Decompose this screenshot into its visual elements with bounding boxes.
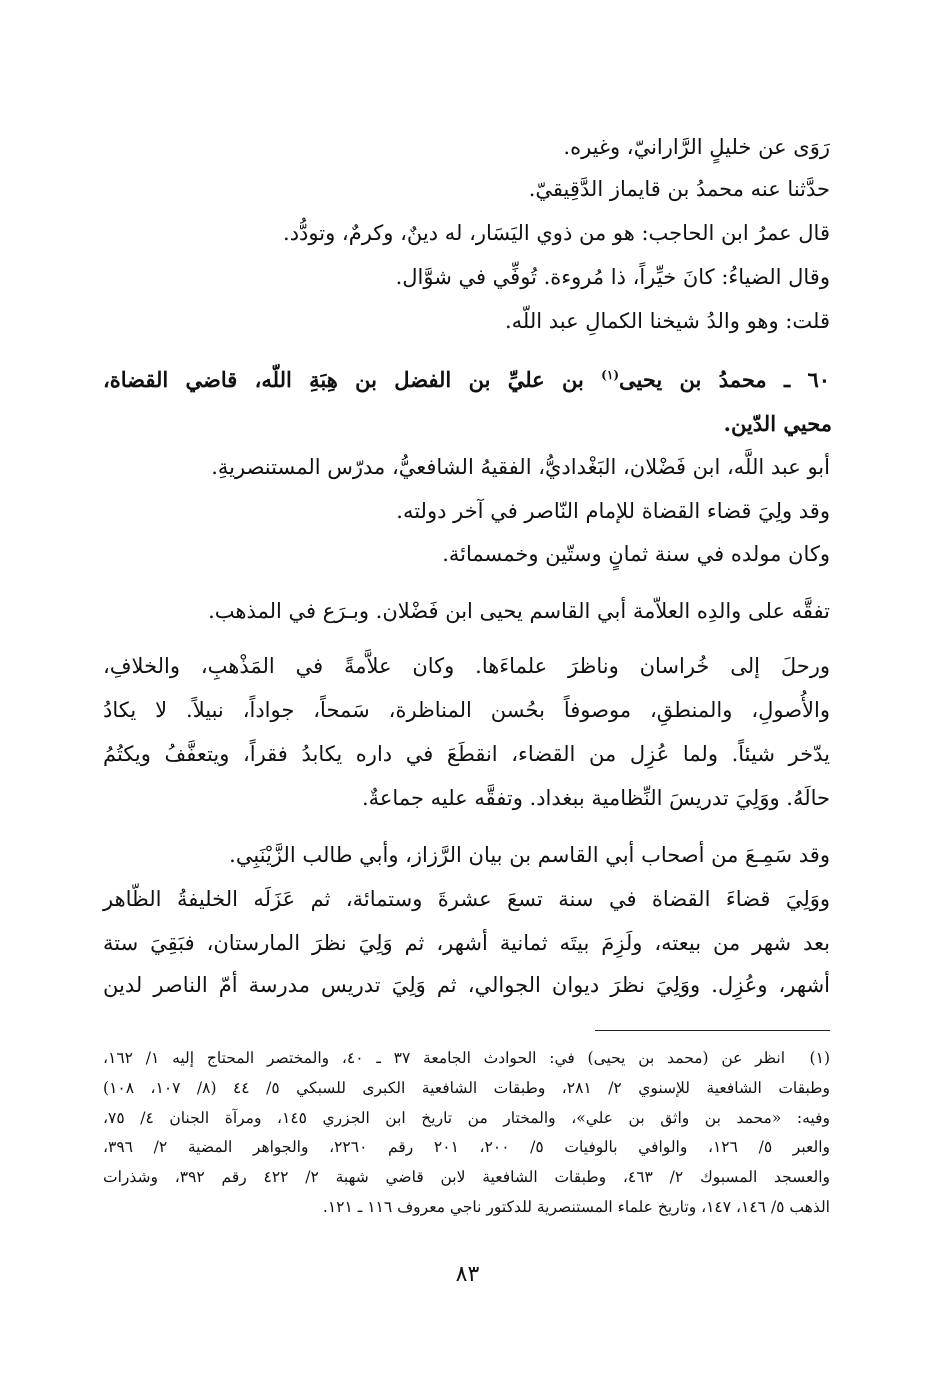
- entry-line: وقد سَمِـعَ من أصحاب أبي القاسم بن بيان الرَّزاز، وأبي طالب الزَّيْنَبِي.: [229, 843, 830, 867]
- page-number: ٨٣: [455, 1262, 480, 1287]
- entry-line: تفقَّه على والدِه العلاّمة أبي القاسم يحيى ابن فَضْلان. وبـرَع في المذهب.: [208, 599, 830, 623]
- body-line: حدَّثنا عنه محمدُ بن قايماز الدَّقِيقيّ.: [528, 177, 830, 201]
- entry-line: أشهر، وعُزِل. ووَلِيَ نظرَ ديوان الجوالي، ثم وَلِيَ تدريس مدرسة أمّ الناصر لدين: [103, 973, 830, 997]
- footnote-reference: (١): [601, 368, 619, 382]
- entry-heading: [103, 365, 830, 395]
- footnote-line: والعسجد المسبوك ٢/ ٤٦٣، وطبقات الشافعية لابن قاضي شهبة ٢/ ٤٢٢ رقم ٣٩٢، وشذرات: [103, 1168, 830, 1186]
- entry-line: يدّخر شيئاً. ولما عُزِل من القضاء، انقطَعَ في داره يكابدُ فقراً، ويتعفَّفُ ويكتُمُ: [103, 742, 830, 766]
- footnote-number: (١): [809, 1049, 830, 1067]
- body-line: وقال الضياءُ: كانَ خيِّراً، ذا مُروءة. تُوفِّي في شوَّال.: [395, 265, 830, 289]
- footnote-line: وفيه: «محمد بن واثق بن علي»، والمختار من تاريخ ابن الجزري ١٤٥، ومرآة الجنان ٤/ ٧٥،: [103, 1109, 830, 1127]
- entry-line: والأُصولِ، والمنطقِ، موصوفاً بحُسن المناظرة، سَمحاً، جواداً، نبيلاً. لا يكادُ: [103, 698, 830, 722]
- body-line: رَوَى عن خليلٍ الرَّارانيّ، وغيره.: [563, 135, 830, 159]
- entry-line: أبو عبد اللَّه، ابن فَضْلان، البَغْداديُّ، الفقيهُ الشافعيُّ، مدرّس المستنصريةِ.: [211, 455, 830, 479]
- entry-line: ووَلِيَ قضاءَ القضاة في سنة تسعَ عشرةَ وستمائة، ثم عَزَلَه الخليفةُ الظّاهر: [103, 887, 830, 911]
- footnote-separator: [595, 1030, 830, 1031]
- body-line: قال عمرُ ابن الحاجب: هو من ذوي اليَسَار، له دينٌ، وكرمٌ، وتودُّد.: [283, 221, 830, 245]
- entry-line: ورحلَ إلى خُراسان وناظرَ علماءَها. وكان علاَّمةً في المَذْهبِ، والخلافِ،: [103, 654, 830, 678]
- entry-line: بعد شهر من بيعته، ولَزِمَ بيتَه ثمانية أشهر، ثم وَلِيَ نظرَ المارستان، فبَقِيَ ستة: [103, 931, 830, 955]
- entry-line: وكان مولده في سنة ثمانٍ وستّين وخمسمائة.: [442, 542, 830, 566]
- footnote-line: والعبر ٥/ ١٢٦، والوافي بالوفيات ٥/ ٢٠٠، ٢٠١ رقم ٢٢٦٠، والجواهر المضية ٢/ ٣٩٦،: [103, 1138, 831, 1156]
- entry-line: حالَهُ. ووَلِيَ تدريسَ النِّظامية ببغداد. وتفقَّه عليه جماعةٌ.: [361, 786, 830, 810]
- footnote-line: الذهب ٥/ ١٤٦، ١٤٧، وتاريخ علماء المستنصرية للدكتور ناجي معروف ١١٦ ـ ١٢١.: [322, 1198, 830, 1216]
- entry-heading-name: ٦٠ ـ محمدُ بن يحيى: [619, 367, 830, 392]
- entry-heading-line2: محيي الدّين.: [723, 411, 832, 436]
- footnote-line: انظر عن (محمد بن يحيى) في: الحوادث الجامعة ٣٧ ـ ٤٠، والمختصر المحتاج إليه ١/ ١٦٢،: [103, 1049, 786, 1067]
- entry-line: وقد ولِيَ قضاء القضاة للإمام النّاصر في آخر دولته.: [396, 499, 830, 523]
- entry-heading-rest: بن عليِّ بن الفضل بن هِبَةِ اللّه، قاضي القضاة،: [103, 367, 602, 392]
- body-line: قلت: وهو والدُ شيخنا الكمالِ عبد اللّه.: [504, 309, 830, 333]
- footnote-line: وطبقات الشافعية للإسنوي ٢/ ٢٨١، وطبقات الشافعية الكبرى للسبكي ٥/ ٤٤ (٨/ ١٠٧، ١٠٨): [103, 1079, 830, 1097]
